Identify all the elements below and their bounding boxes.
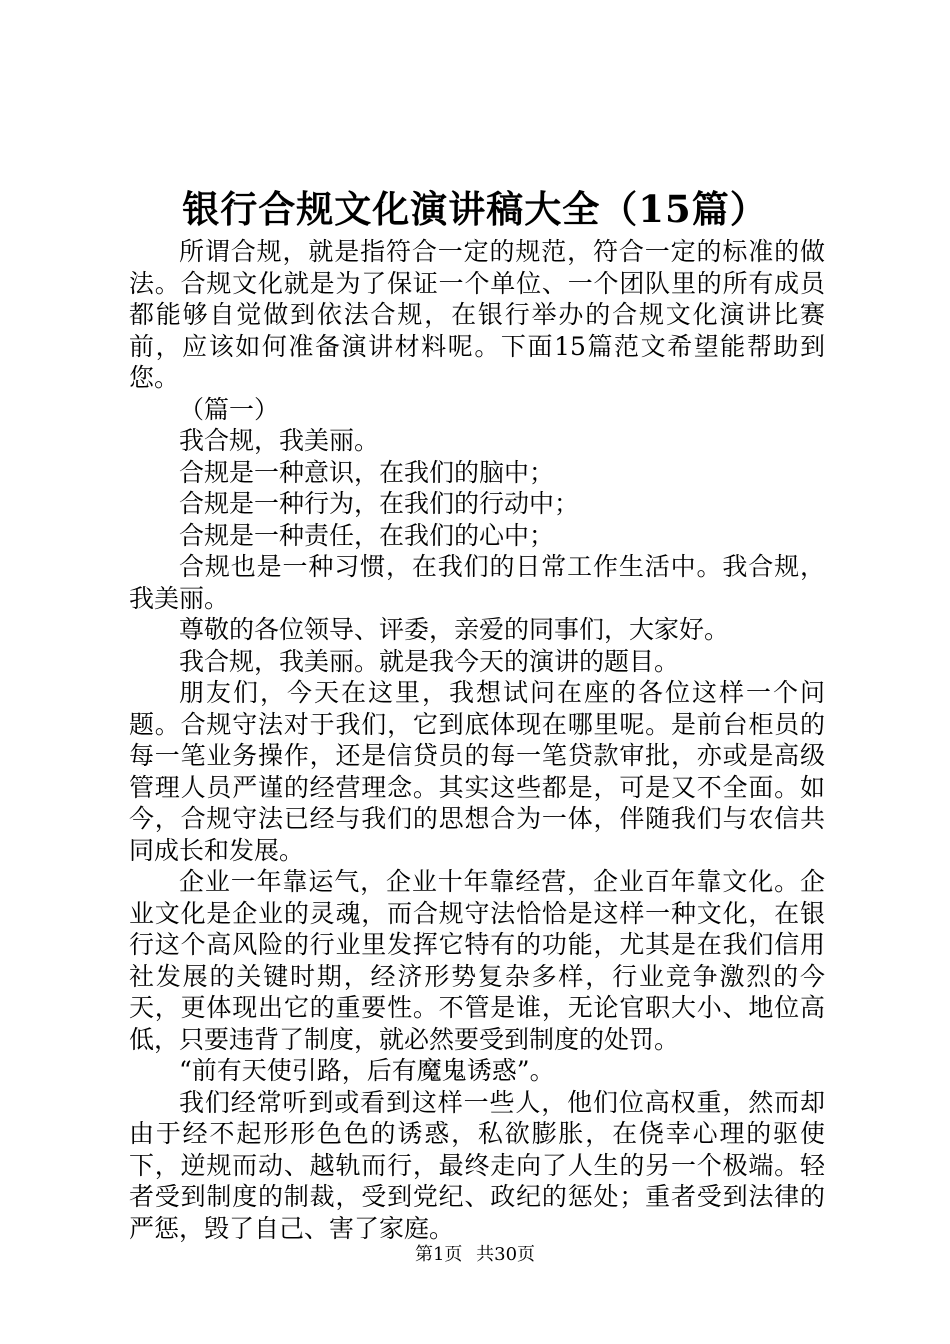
page-total: 共30页 [476,1244,536,1265]
document-body [129,236,825,1244]
page-number: 第1页 [414,1244,463,1265]
body-paragraph: 合规是一种行为，在我们的行动中； [179,489,580,518]
body-paragraph: 合规也是一种习惯，在我们的日常工作生活中。我合规，我美丽。 [129,552,825,613]
body-paragraph: 合规是一种意识，在我们的脑中； [179,457,555,487]
page-footer [0,1243,950,1267]
intro-paragraph: 所谓合规，就是指符合一定的规范，符合一定的标准的做法。合规文化就是为了保证一个单位、一个团队里的所有成员都能够自觉做到依法合规，在银行举办的合规文化演讲比赛前，应该如何准备演讲材料呢。下面15篇范文希望能帮助到您。 [129,237,825,392]
body-paragraph: 尊敬的各位领导、评委，亲爱的同事们，大家好。 [179,615,730,644]
body-paragraph: 我合规，我美丽。 [179,426,380,455]
body-paragraph: 企业一年靠运气，企业十年靠经营，企业百年靠文化。企业文化是企业的灵魂，而合规守法恰恰是这样一种文化，在银行这个高风险的行业里发挥它特有的功能，尤其是在我们信用社发展的关键时期，经济形势复杂多样，行业竞争激烈的今天，更体现出它的重要性。不管是谁，无论官职大小、地位高低，只要违背了制度，就必然要受到制度的处罚。 [129,867,825,1054]
body-paragraph: “前有天使引路，后有魔鬼诱惑”。 [179,1056,555,1085]
section-heading: （篇一） [179,394,280,424]
body-paragraph: 我们经常听到或看到这样一些人，他们位高权重，然而却由于经不起形形色色的诱惑，私欲膨胀，在侥幸心理的驱使下，逆规而动、越轨而行，最终走向了人生的另一个极端。轻者受到制度的制裁，受到党纪、政纪的惩处；重者受到法律的严惩，毁了自己、害了家庭。 [129,1087,825,1243]
body-paragraph: 朋友们，今天在这里，我想试问在座的各位这样一个问题。合规守法对于我们，它到底体现在哪里呢。是前台柜员的每一笔业务操作，还是信贷员的每一笔贷款审批，亦或是高级管理人员严谨的经营理念。其实这些都是，可是又不全面。如今，合规守法已经与我们的思想合为一体，伴随我们与农信共同成长和发展。 [129,678,825,865]
body-paragraph: 合规是一种责任，在我们的心中； [179,520,555,550]
body-paragraph: 我合规，我美丽。就是我今天的演讲的题目。 [179,646,680,676]
document-title: 银行合规文化演讲稿大全（15篇） [182,187,768,231]
